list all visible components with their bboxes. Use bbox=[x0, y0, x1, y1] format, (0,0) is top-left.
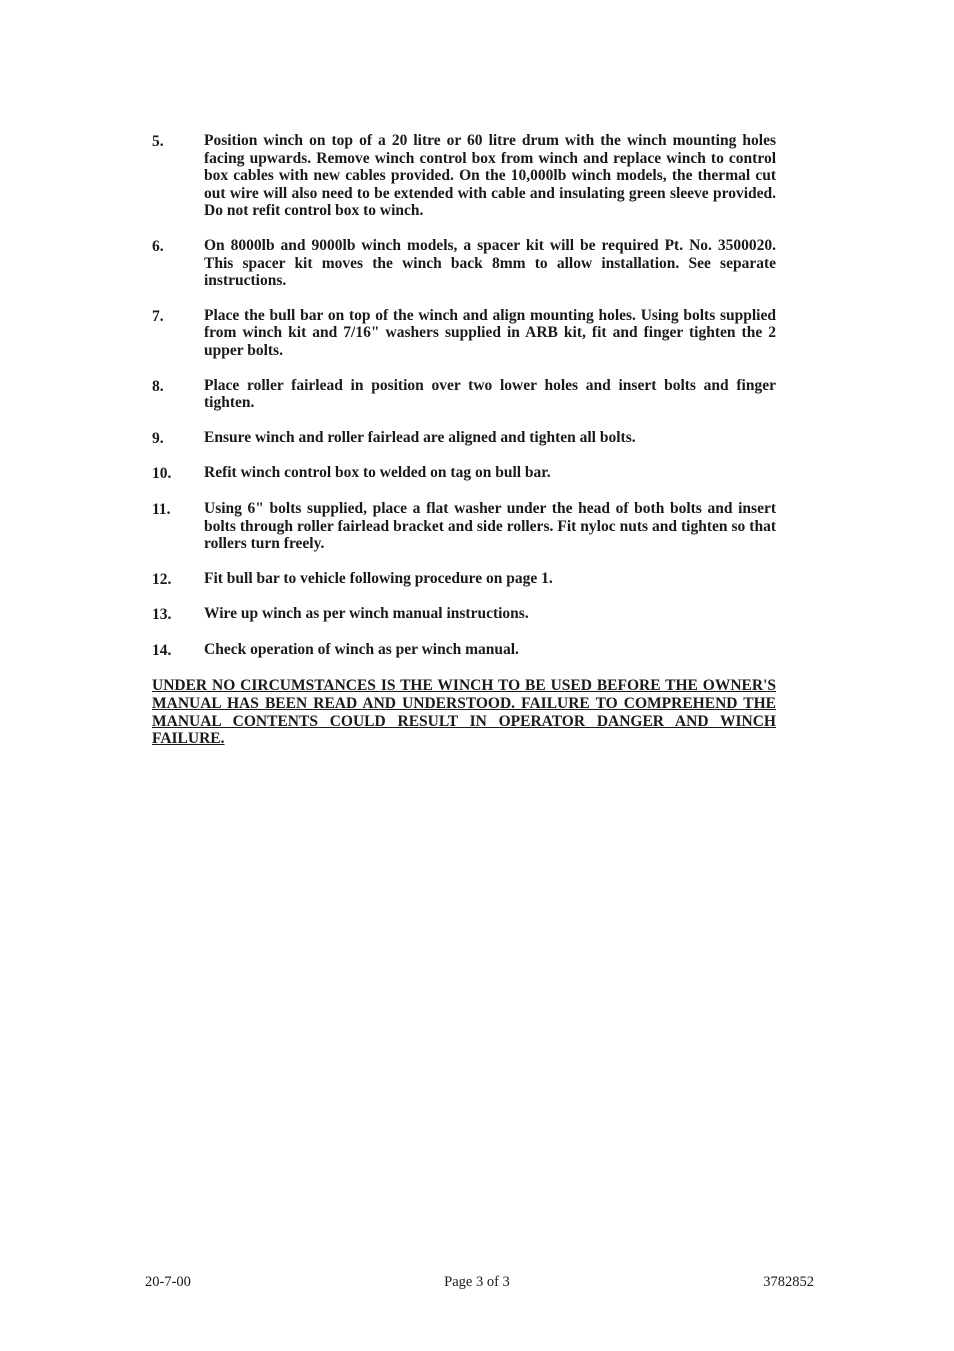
step-6 bbox=[152, 237, 776, 290]
step-text: Using 6" bolts supplied, place a flat washer under the head of both bolts and insert bolts through roller fairlead bracket and side rollers. Fit nyloc nuts and tighten so that rollers turn freely. bbox=[204, 499, 776, 553]
step-number: 5. bbox=[152, 133, 164, 150]
footer-date: 20-7-00 bbox=[145, 1274, 191, 1290]
step-5 bbox=[152, 132, 776, 220]
step-12 bbox=[152, 570, 776, 589]
step-text: Ensure winch and roller fairlead are aligned and tighten all bolts. bbox=[204, 428, 636, 446]
step-text: Check operation of winch as per winch manual. bbox=[204, 640, 519, 658]
step-number: 13. bbox=[152, 606, 172, 624]
step-number: 14. bbox=[152, 641, 172, 659]
footer-document-number: 3782852 bbox=[763, 1274, 814, 1290]
step-number: 11. bbox=[152, 500, 171, 518]
step-number: 9. bbox=[152, 429, 164, 447]
step-number: 6. bbox=[152, 237, 164, 255]
step-14 bbox=[152, 641, 776, 660]
step-10 bbox=[152, 464, 776, 483]
step-text: Place the bull bar on top of the winch and align mounting holes. Using bolts supplied from winch kit and 7/16" washers supplied in ARB kit, fit and finger tighten the 2 upper bolts. bbox=[204, 306, 776, 359]
step-9 bbox=[152, 429, 776, 448]
step-text: Wire up winch as per winch manual instructions. bbox=[204, 605, 529, 623]
step-text: Place roller fairlead in position over two lower holes and insert bolts and finger tighten. bbox=[204, 376, 776, 412]
step-text: On 8000lb and 9000lb winch models, a spacer kit will be required Pt. No. 3500020. This spacer kit moves the winch back 8mm to allow installation. See separate instructions. bbox=[204, 236, 776, 290]
step-number: 7. bbox=[152, 307, 164, 325]
safety-warning: UNDER NO CIRCUMSTANCES IS THE WINCH TO BE USED BEFORE THE OWNER'S MANUAL HAS BEEN READ AND UNDERSTOOD. FAILURE TO COMPREHEND THE MANUAL CONTENTS COULD RESULT IN OPERATOR DANGER AND WINCH FAILURE. bbox=[152, 677, 776, 748]
step-text: Refit winch control box to welded on tag on bull bar. bbox=[204, 464, 551, 482]
step-13 bbox=[152, 605, 776, 624]
footer-page-number: Page 3 of 3 bbox=[444, 1274, 510, 1290]
step-7 bbox=[152, 307, 776, 360]
step-number: 8. bbox=[152, 377, 164, 395]
step-number: 12. bbox=[152, 570, 172, 588]
step-number: 10. bbox=[152, 465, 172, 483]
step-text: Fit bull bar to vehicle following procedure on page 1. bbox=[204, 569, 553, 587]
step-text: Position winch on top of a 20 litre or 60 litre drum with the winch mounting holes facing upwards. Remove winch control box from winch and replace winch to control box cables with new cables provided. On the 10,000lb winch models, the thermal cut out wire will also need to be extended with cable and insulating green sleeve provided. Do not refit control box to winch. bbox=[204, 132, 776, 220]
step-11 bbox=[152, 500, 776, 553]
instructions bbox=[152, 132, 776, 748]
step-8 bbox=[152, 377, 776, 412]
